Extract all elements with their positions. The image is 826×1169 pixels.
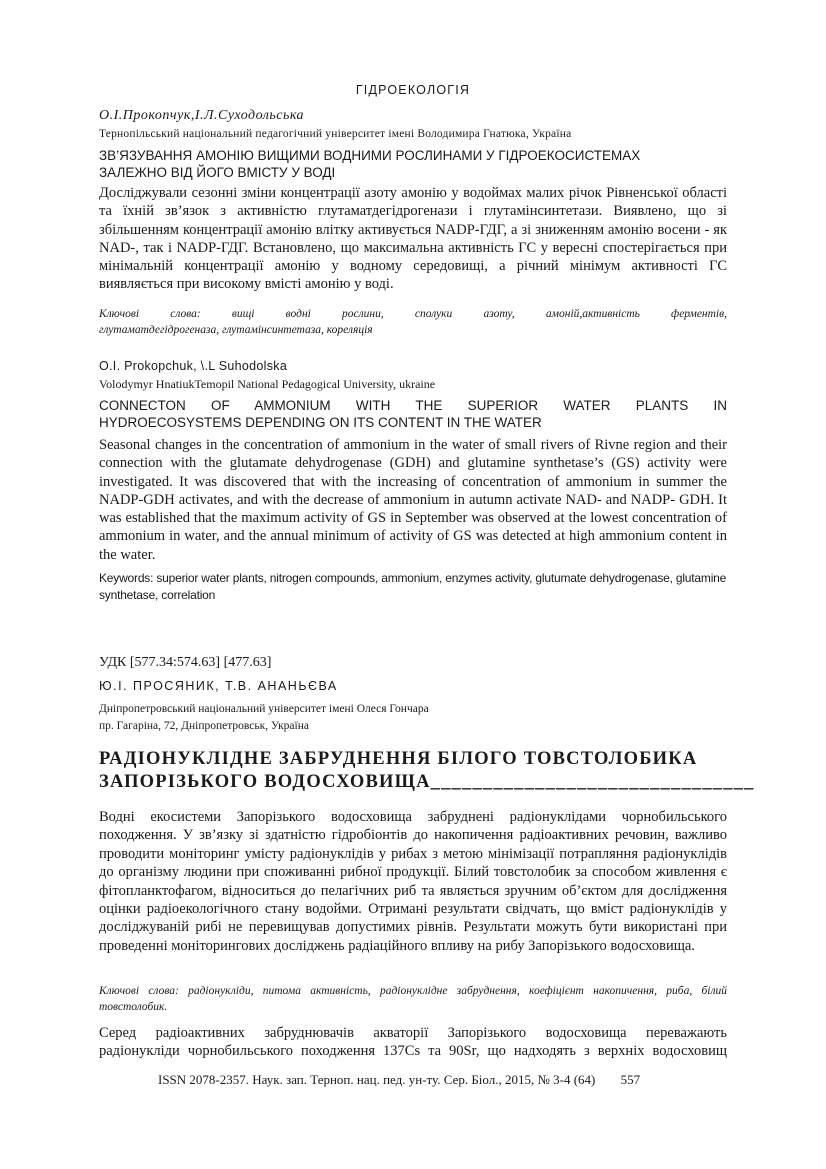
affiliation: Volodymyr HnatiukTemopil National Pedagogical University, ukraine xyxy=(99,377,436,391)
title-line: HYDROECOSYSTEMS DEPENDING ON ITS CONTENT IN THE WATER xyxy=(99,415,542,430)
abstract: Досліджували сезонні зміни концентрації азоту амонію у водоймах малих річок Рівненської області та їхній зв’язок з активністю глутаматдегідрогенази і глутамінсинтетази. Виявлено, що зі збільшенням концентрації амонію влітку активується NADP-ГДГ, а зі зниженням амонію восени - як NAD-, так і NADP-ГДГ. Встановлено, що максимальна активність ГС у вересні спостерігається при мінімальній концентрації амонію у водному середовищі, а річний мінімум активності ГС виявляється при високому вмісті амонію у воді. xyxy=(99,185,727,293)
keywords-line: глутаматдегідрогеназа, глутамінсинтетаза, кореляція xyxy=(99,324,373,336)
affiliation xyxy=(99,701,429,735)
body-line: радіонукліди чорнобильського походження 137Cs та 90Sr, що надходять з верхніх водосховищ xyxy=(99,1043,727,1060)
authors: Ю.І. ПРОСЯНИК, Т.В. АНАНЬЄВА xyxy=(99,679,338,693)
authors: O.I. Prokopchuk, \.L Suhodolska xyxy=(99,359,288,373)
udk: УДК [577.34:574.63] [477.63] xyxy=(99,655,272,670)
title-line: ЗВ’ЯЗУВАННЯ АМОНІЮ ВИЩИМИ ВОДНИМИ РОСЛИНАМИ У ГІДРОЕКОСИСТЕМАХ xyxy=(99,148,641,163)
keywords xyxy=(99,306,727,338)
keywords-line: Ключові слова: вищі водні рослини, сполуки азоту, амоній,активність ферментів, xyxy=(99,308,727,320)
authors: О.І.Прокопчук,І.Л.Суходольська xyxy=(99,108,305,123)
affiliation: Тернопільський національний педагогічний університет імені Володимира Гнатюка, Україна xyxy=(99,128,572,140)
title-line: ЗАЛЕЖНО ВІД ЙОГО ВМІСТУ У ВОДІ xyxy=(99,165,336,180)
article-title xyxy=(99,748,755,794)
abstract: Seasonal changes in the concentration of ammonium in the water of small rivers of Rivne region and their connection with the glutamate dehydrogenase (GDH) and glutamine synthetase’s (GS) activity were investigated. It was discovered that with the increasing of concentration of ammonium in summer the NADP-GDH activates, and with the decrease of ammonium in autumn activate NAD- and NADP- GDH. It was established that the maximum activity of GS in September was observed at the lowest concentration of ammonium in water, and the annual minimum of activity of GS was detected at high ammonium content in the water. xyxy=(99,437,727,563)
body-text xyxy=(99,1024,727,1061)
body-line: Серед радіоактивних забруднювачів акваторії Запорізького водосховища переважають xyxy=(99,1025,727,1041)
article-title xyxy=(99,397,727,431)
keywords: Keywords: superior water plants, nitrogen compounds, ammonium, enzymes activity, glutumate dehydrogenase, glutamine synthetase, correlation xyxy=(99,571,727,602)
page-number: 557 xyxy=(620,1072,641,1087)
article-title xyxy=(99,147,727,181)
affiliation-line: пр. Гагаріна, 72, Дніпропетровськ, Україна xyxy=(99,720,309,732)
section-heading: ГІДРОЕКОЛОГІЯ xyxy=(355,83,471,97)
title-line: ЗАПОРІЗЬКОГО ВОДОСХОВИЩА_______________________________ xyxy=(99,772,755,792)
title-line: РАДІОНУКЛІДНЕ ЗАБРУДНЕННЯ БІЛОГО ТОВСТОЛОБИКА xyxy=(99,749,698,769)
keywords: Ключові слова: радіонукліди, питома активність, радіонуклідне забруднення, коефіцієнт накопичення, риба, білий товстолобик. xyxy=(99,985,727,1013)
abstract: Водні екосистеми Запорізького водосховища забруднені радіонуклідами чорнобильського походження. У зв’язку зі здатністю гідробіонтів до накопичення радіоактивних речовин, важливо проводити моніторинг умісту радіонуклідів у рибах з метою мінімізації потрапляння радіонуклідів до організму людини при споживанні рибної продукції. Білий товстолобик за способом живлення є фітопланктофагом, відноситься до пелагічних риб та являється зручним об’єктом для дослідження оцінки радіоекологічного стану водойми. Отримані результати свідчать, що вміст радіонуклідів у досліджуваній рибі не перевищував допустимих рівнів. Результати можуть бути використані при проведенні моніторингових досліджень радіаційного впливу на рибу Запорізького водосховища. xyxy=(99,809,727,954)
affiliation-line: Дніпропетровський національний університет імені Олеся Гончара xyxy=(99,703,429,715)
title-line: CONNECTON OF AMMONIUM WITH THE SUPERIOR WATER PLANTS IN xyxy=(99,398,727,413)
page-footer xyxy=(158,1072,640,1088)
footer-citation: ISSN 2078-2357. Наук. зап. Терноп. нац. пед. ун-ту. Сер. Біол., 2015, № 3-4 (64) xyxy=(158,1072,596,1087)
